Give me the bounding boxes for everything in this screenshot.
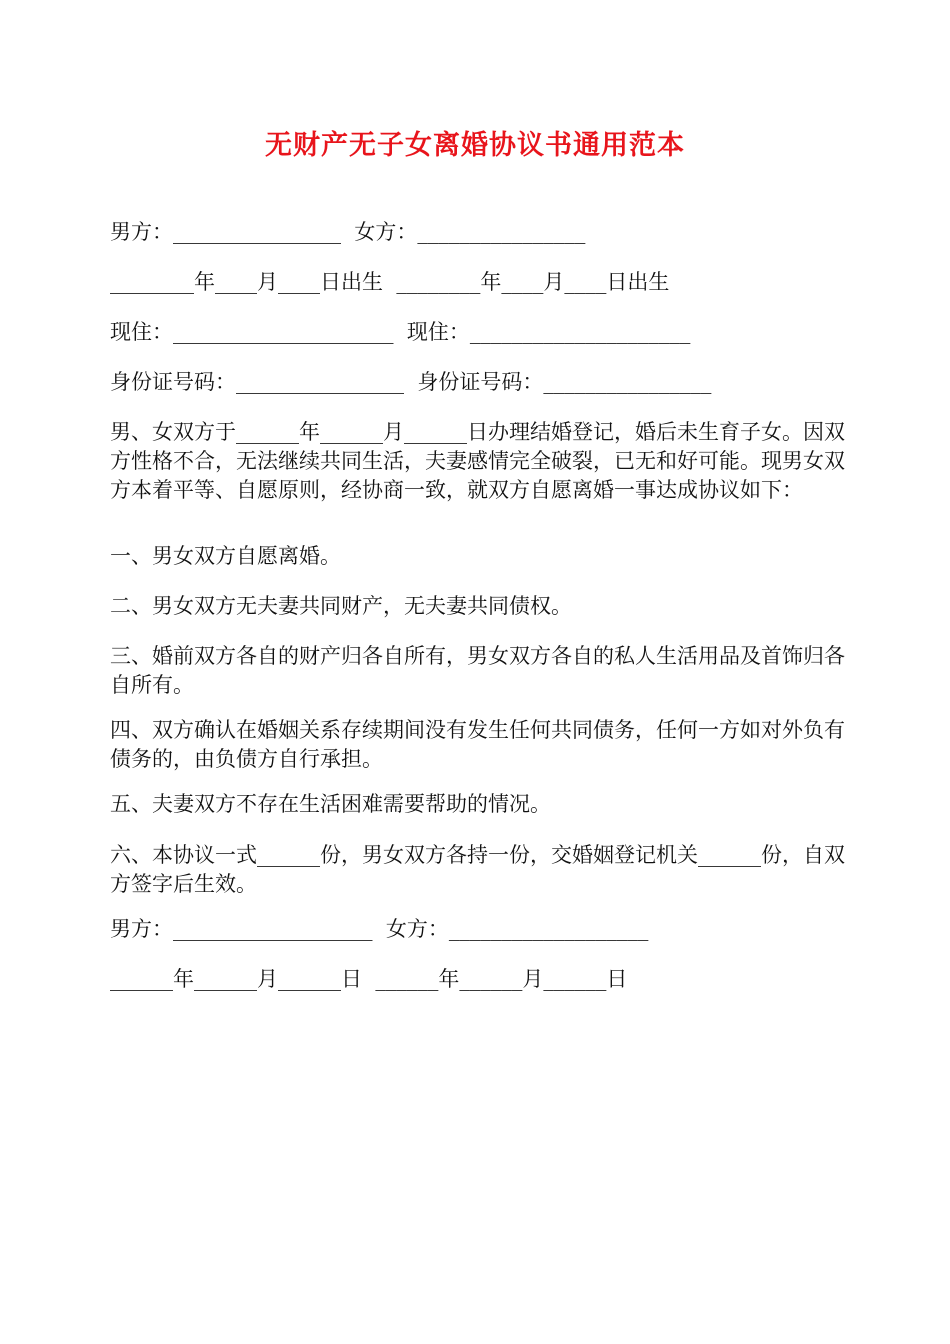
- clause-3: 三、婚前双方各自的财产归各自所有，男女双方各自的私人生活用品及首饰归各自所有。: [110, 644, 845, 697]
- clause-4: 四、双方确认在婚姻关系存续期间没有发生任何共同债务，任何一方如对外负有债务的，由负债方自行承担。: [110, 718, 845, 771]
- clause-5: 五、夫妻双方不存在生活困难需要帮助的情况。: [110, 792, 551, 816]
- id-number-line: 身份证号码：________________ 身份证号码：________________: [110, 370, 712, 394]
- intro-paragraph: 男、女双方于______年______月______日办理结婚登记，婚后未生育子女。因双方性格不合，无法继续共同生活，夫妻感情完全破裂，已无和好可能。现男女双方本着平等、自愿原则，经协商一致，就双方自愿离婚一事达成协议如下：: [110, 420, 845, 502]
- birth-date-line: ________年____月____日出生 ________年____月____日出生: [110, 270, 670, 294]
- signature-line: 男方：___________________ 女方：___________________: [110, 917, 649, 941]
- signing-date-line: ______年______月______日 ______年______月______日: [110, 967, 628, 991]
- clause-1: 一、男女双方自愿离婚。: [110, 544, 341, 568]
- document-title: 无财产无子女离婚协议书通用范本: [265, 130, 685, 161]
- parties-line: 男方：________________ 女方：________________: [110, 220, 586, 244]
- clause-2: 二、男女双方无夫妻共同财产，无夫妻共同债权。: [110, 594, 572, 618]
- clause-6: 六、本协议一式______份，男女双方各持一份，交婚姻登记机关______份，自双方签字后生效。: [110, 843, 845, 896]
- address-line: 现住：_____________________ 现住：_____________________: [110, 320, 691, 344]
